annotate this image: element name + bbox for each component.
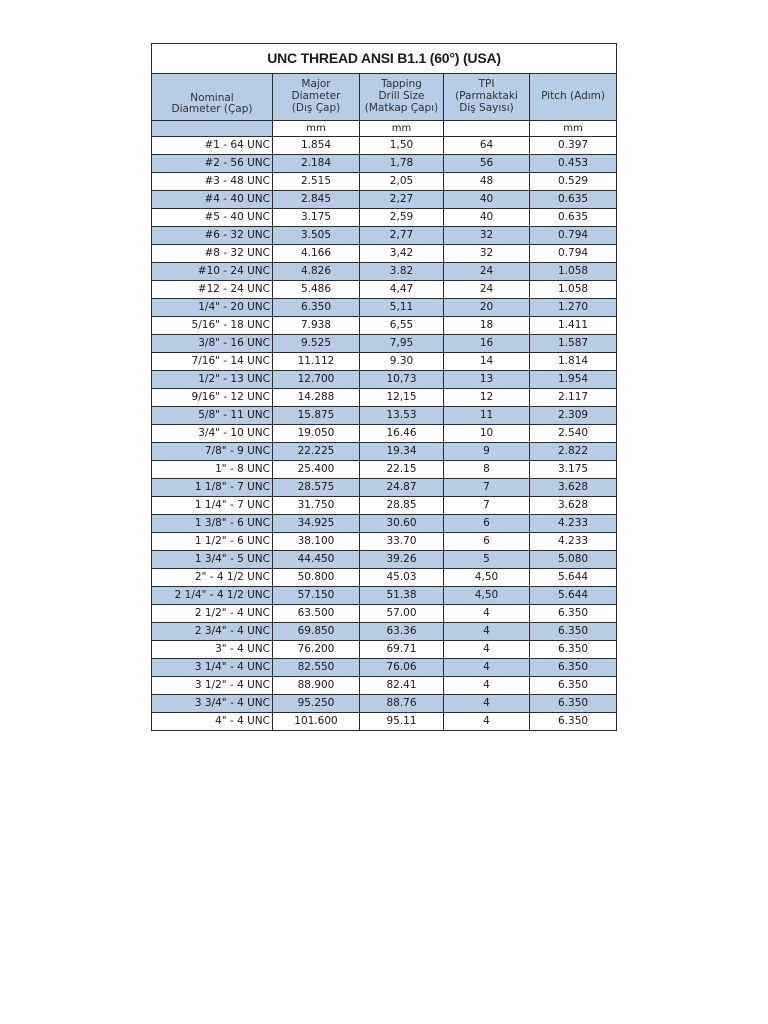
cell-tapping-drill: 82.41 xyxy=(360,677,444,695)
cell-tapping-drill: 1,78 xyxy=(360,155,444,173)
table-title: UNC THREAD ANSI B1.1 (60°) (USA) xyxy=(152,44,617,74)
cell-nominal: 5/8" - 11 UNC xyxy=(152,407,273,425)
cell-tapping-drill: 2,77 xyxy=(360,227,444,245)
cell-tapping-drill: 76.06 xyxy=(360,659,444,677)
cell-tpi: 4,50 xyxy=(444,587,530,605)
table-row xyxy=(152,407,617,425)
cell-major-diameter: 82.550 xyxy=(273,659,360,677)
cell-pitch: 4.233 xyxy=(530,515,617,533)
cell-nominal: 2 1/2" - 4 UNC xyxy=(152,605,273,623)
cell-tpi: 4 xyxy=(444,659,530,677)
cell-tpi: 11 xyxy=(444,407,530,425)
cell-tapping-drill: 24.87 xyxy=(360,479,444,497)
header-tapping-drill-size xyxy=(360,74,444,121)
cell-tapping-drill: 30.60 xyxy=(360,515,444,533)
cell-tpi: 20 xyxy=(444,299,530,317)
cell-nominal: 3 1/4" - 4 UNC xyxy=(152,659,273,677)
cell-tapping-drill: 88.76 xyxy=(360,695,444,713)
cell-nominal: 1/4" - 20 UNC xyxy=(152,299,273,317)
cell-major-diameter: 5.486 xyxy=(273,281,360,299)
table-row xyxy=(152,227,617,245)
header-row xyxy=(152,74,617,121)
table-row xyxy=(152,587,617,605)
cell-tapping-drill: 95.11 xyxy=(360,713,444,731)
cell-pitch: 6.350 xyxy=(530,605,617,623)
cell-pitch: 3.628 xyxy=(530,479,617,497)
cell-pitch: 0.529 xyxy=(530,173,617,191)
cell-pitch: 6.350 xyxy=(530,623,617,641)
table-row xyxy=(152,443,617,461)
cell-tapping-drill: 2,05 xyxy=(360,173,444,191)
cell-major-diameter: 57.150 xyxy=(273,587,360,605)
cell-pitch: 6.350 xyxy=(530,641,617,659)
cell-tapping-drill: 63.36 xyxy=(360,623,444,641)
cell-pitch: 3.628 xyxy=(530,497,617,515)
cell-major-diameter: 28.575 xyxy=(273,479,360,497)
table-row xyxy=(152,479,617,497)
cell-tapping-drill: 45.03 xyxy=(360,569,444,587)
table-row xyxy=(152,371,617,389)
cell-tpi: 4 xyxy=(444,641,530,659)
cell-tpi: 4 xyxy=(444,695,530,713)
table-row xyxy=(152,245,617,263)
cell-pitch: 2.309 xyxy=(530,407,617,425)
header-line: Major xyxy=(301,78,331,91)
cell-pitch: 0.635 xyxy=(530,209,617,227)
table-row xyxy=(152,389,617,407)
table-row xyxy=(152,515,617,533)
cell-pitch: 2.117 xyxy=(530,389,617,407)
cell-tpi: 14 xyxy=(444,353,530,371)
table-row xyxy=(152,569,617,587)
header-line: Tapping xyxy=(381,78,422,91)
cell-pitch: 5.644 xyxy=(530,587,617,605)
cell-tapping-drill: 51.38 xyxy=(360,587,444,605)
cell-nominal: #3 - 48 UNC xyxy=(152,173,273,191)
cell-major-diameter: 6.350 xyxy=(273,299,360,317)
cell-nominal: #2 - 56 UNC xyxy=(152,155,273,173)
header-line: Pitch (Adım) xyxy=(541,90,605,103)
cell-nominal: 4" - 4 UNC xyxy=(152,713,273,731)
cell-major-diameter: 44.450 xyxy=(273,551,360,569)
cell-tapping-drill: 2,59 xyxy=(360,209,444,227)
header-line: (Parmaktaki xyxy=(455,90,518,103)
cell-pitch: 6.350 xyxy=(530,713,617,731)
units-cell-pitch: mm xyxy=(530,121,617,137)
cell-tpi: 48 xyxy=(444,173,530,191)
cell-major-diameter: 3.175 xyxy=(273,209,360,227)
units-row xyxy=(152,121,617,137)
table-row xyxy=(152,209,617,227)
cell-major-diameter: 101.600 xyxy=(273,713,360,731)
table-row xyxy=(152,623,617,641)
cell-tpi: 56 xyxy=(444,155,530,173)
cell-pitch: 0.794 xyxy=(530,245,617,263)
cell-nominal: 3 1/2" - 4 UNC xyxy=(152,677,273,695)
cell-tpi: 13 xyxy=(444,371,530,389)
header-line: Nominal xyxy=(190,91,234,104)
cell-major-diameter: 4.166 xyxy=(273,245,360,263)
cell-tpi: 6 xyxy=(444,515,530,533)
header-line: Diş Sayısı) xyxy=(459,101,514,114)
cell-pitch: 1.587 xyxy=(530,335,617,353)
table-row xyxy=(152,659,617,677)
cell-nominal: 1/2" - 13 UNC xyxy=(152,371,273,389)
cell-nominal: #6 - 32 UNC xyxy=(152,227,273,245)
table-row xyxy=(152,353,617,371)
cell-tpi: 9 xyxy=(444,443,530,461)
header-line: Diameter (Çap) xyxy=(171,103,253,116)
header-tpi xyxy=(444,74,530,121)
cell-nominal: 2 1/4" - 4 1/2 UNC xyxy=(152,587,273,605)
cell-tpi: 5 xyxy=(444,551,530,569)
table-row xyxy=(152,155,617,173)
cell-pitch: 1.411 xyxy=(530,317,617,335)
cell-tpi: 40 xyxy=(444,209,530,227)
cell-pitch: 2.540 xyxy=(530,425,617,443)
cell-major-diameter: 95.250 xyxy=(273,695,360,713)
cell-major-diameter: 19.050 xyxy=(273,425,360,443)
cell-tapping-drill: 57.00 xyxy=(360,605,444,623)
cell-major-diameter: 63.500 xyxy=(273,605,360,623)
cell-major-diameter: 50.800 xyxy=(273,569,360,587)
cell-tapping-drill: 39.26 xyxy=(360,551,444,569)
cell-major-diameter: 15.875 xyxy=(273,407,360,425)
header-line: TPI xyxy=(478,78,495,91)
cell-major-diameter: 14.288 xyxy=(273,389,360,407)
cell-tapping-drill: 22.15 xyxy=(360,461,444,479)
table-row xyxy=(152,641,617,659)
table-row xyxy=(152,677,617,695)
cell-tpi: 16 xyxy=(444,335,530,353)
cell-pitch: 6.350 xyxy=(530,659,617,677)
cell-nominal: 2 3/4" - 4 UNC xyxy=(152,623,273,641)
cell-tpi: 18 xyxy=(444,317,530,335)
cell-pitch: 5.080 xyxy=(530,551,617,569)
table-row xyxy=(152,173,617,191)
cell-pitch: 6.350 xyxy=(530,677,617,695)
cell-tpi: 12 xyxy=(444,389,530,407)
cell-tpi: 40 xyxy=(444,191,530,209)
header-major-diameter xyxy=(273,74,360,121)
cell-tapping-drill: 4,47 xyxy=(360,281,444,299)
cell-pitch: 1.270 xyxy=(530,299,617,317)
cell-tapping-drill: 16.46 xyxy=(360,425,444,443)
table-row xyxy=(152,281,617,299)
cell-major-diameter: 11.112 xyxy=(273,353,360,371)
cell-pitch: 0.397 xyxy=(530,137,617,155)
units-cell-nominal xyxy=(152,121,273,137)
table-row xyxy=(152,299,617,317)
cell-pitch: 0.794 xyxy=(530,227,617,245)
cell-tapping-drill: 9.30 xyxy=(360,353,444,371)
table-row xyxy=(152,191,617,209)
cell-major-diameter: 69.850 xyxy=(273,623,360,641)
cell-tpi: 32 xyxy=(444,227,530,245)
header-line: Drill Size xyxy=(378,90,425,103)
table-row xyxy=(152,263,617,281)
units-cell-tapping: mm xyxy=(360,121,444,137)
cell-major-diameter: 31.750 xyxy=(273,497,360,515)
cell-major-diameter: 38.100 xyxy=(273,533,360,551)
cell-tapping-drill: 13.53 xyxy=(360,407,444,425)
cell-nominal: #5 - 40 UNC xyxy=(152,209,273,227)
cell-tpi: 4,50 xyxy=(444,569,530,587)
cell-pitch: 0.453 xyxy=(530,155,617,173)
cell-tapping-drill: 5,11 xyxy=(360,299,444,317)
cell-tapping-drill: 10,73 xyxy=(360,371,444,389)
cell-tapping-drill: 3.82 xyxy=(360,263,444,281)
cell-nominal: #1 - 64 UNC xyxy=(152,137,273,155)
cell-major-diameter: 9.525 xyxy=(273,335,360,353)
cell-tpi: 24 xyxy=(444,263,530,281)
cell-pitch: 1.814 xyxy=(530,353,617,371)
cell-tpi: 8 xyxy=(444,461,530,479)
table-row xyxy=(152,695,617,713)
cell-nominal: 5/16" - 18 UNC xyxy=(152,317,273,335)
header-line: Diameter xyxy=(291,90,341,103)
cell-tpi: 32 xyxy=(444,245,530,263)
table-row xyxy=(152,551,617,569)
table-row xyxy=(152,317,617,335)
cell-pitch: 6.350 xyxy=(530,695,617,713)
table-row xyxy=(152,425,617,443)
cell-nominal: 2" - 4 1/2 UNC xyxy=(152,569,273,587)
cell-major-diameter: 1.854 xyxy=(273,137,360,155)
header-pitch xyxy=(530,74,617,121)
header-line: (Matkap Çapı) xyxy=(364,101,439,114)
units-cell-tpi xyxy=(444,121,530,137)
cell-nominal: 1 1/2" - 6 UNC xyxy=(152,533,273,551)
table-row xyxy=(152,605,617,623)
cell-tapping-drill: 1,50 xyxy=(360,137,444,155)
cell-pitch: 4.233 xyxy=(530,533,617,551)
cell-tapping-drill: 3,42 xyxy=(360,245,444,263)
cell-major-diameter: 2.845 xyxy=(273,191,360,209)
cell-nominal: 1" - 8 UNC xyxy=(152,461,273,479)
table-row xyxy=(152,533,617,551)
cell-major-diameter: 12.700 xyxy=(273,371,360,389)
cell-nominal: 1 3/8" - 6 UNC xyxy=(152,515,273,533)
table-row xyxy=(152,461,617,479)
cell-tapping-drill: 6,55 xyxy=(360,317,444,335)
cell-pitch: 1.058 xyxy=(530,263,617,281)
cell-tpi: 64 xyxy=(444,137,530,155)
cell-tapping-drill: 12,15 xyxy=(360,389,444,407)
cell-tpi: 4 xyxy=(444,605,530,623)
cell-tapping-drill: 33.70 xyxy=(360,533,444,551)
cell-nominal: 3/4" - 10 UNC xyxy=(152,425,273,443)
cell-nominal: 7/8" - 9 UNC xyxy=(152,443,273,461)
cell-tpi: 6 xyxy=(444,533,530,551)
table-row xyxy=(152,137,617,155)
cell-pitch: 5.644 xyxy=(530,569,617,587)
cell-nominal: 3 3/4" - 4 UNC xyxy=(152,695,273,713)
cell-major-diameter: 76.200 xyxy=(273,641,360,659)
cell-pitch: 2.822 xyxy=(530,443,617,461)
cell-tpi: 10 xyxy=(444,425,530,443)
table-row xyxy=(152,497,617,515)
cell-tapping-drill: 28.85 xyxy=(360,497,444,515)
cell-major-diameter: 2.184 xyxy=(273,155,360,173)
table-body xyxy=(152,137,617,731)
cell-nominal: #4 - 40 UNC xyxy=(152,191,273,209)
cell-tapping-drill: 19.34 xyxy=(360,443,444,461)
cell-tpi: 7 xyxy=(444,497,530,515)
unc-thread-table xyxy=(151,43,617,731)
table-row xyxy=(152,713,617,731)
table-row xyxy=(152,335,617,353)
cell-major-diameter: 4.826 xyxy=(273,263,360,281)
cell-major-diameter: 25.400 xyxy=(273,461,360,479)
cell-nominal: 3/8" - 16 UNC xyxy=(152,335,273,353)
cell-major-diameter: 22.225 xyxy=(273,443,360,461)
cell-nominal: 1 1/4" - 7 UNC xyxy=(152,497,273,515)
header-nominal-diameter xyxy=(152,74,273,121)
cell-nominal: 3" - 4 UNC xyxy=(152,641,273,659)
cell-nominal: #8 - 32 UNC xyxy=(152,245,273,263)
cell-tapping-drill: 7,95 xyxy=(360,335,444,353)
cell-tapping-drill: 2,27 xyxy=(360,191,444,209)
cell-major-diameter: 2.515 xyxy=(273,173,360,191)
cell-pitch: 3.175 xyxy=(530,461,617,479)
cell-nominal: #12 - 24 UNC xyxy=(152,281,273,299)
cell-major-diameter: 7.938 xyxy=(273,317,360,335)
cell-tpi: 4 xyxy=(444,677,530,695)
cell-tapping-drill: 69.71 xyxy=(360,641,444,659)
cell-tpi: 7 xyxy=(444,479,530,497)
cell-tpi: 4 xyxy=(444,713,530,731)
unc-thread-table-sheet xyxy=(151,43,616,731)
cell-pitch: 1.954 xyxy=(530,371,617,389)
cell-nominal: 1 1/8" - 7 UNC xyxy=(152,479,273,497)
cell-major-diameter: 34.925 xyxy=(273,515,360,533)
cell-major-diameter: 3.505 xyxy=(273,227,360,245)
cell-nominal: 1 3/4" - 5 UNC xyxy=(152,551,273,569)
units-cell-major: mm xyxy=(273,121,360,137)
header-line: (Dış Çap) xyxy=(291,101,341,114)
cell-pitch: 1.058 xyxy=(530,281,617,299)
cell-nominal: 9/16" - 12 UNC xyxy=(152,389,273,407)
cell-nominal: #10 - 24 UNC xyxy=(152,263,273,281)
cell-tpi: 24 xyxy=(444,281,530,299)
cell-tpi: 4 xyxy=(444,623,530,641)
cell-major-diameter: 88.900 xyxy=(273,677,360,695)
cell-pitch: 0.635 xyxy=(530,191,617,209)
cell-nominal: 7/16" - 14 UNC xyxy=(152,353,273,371)
